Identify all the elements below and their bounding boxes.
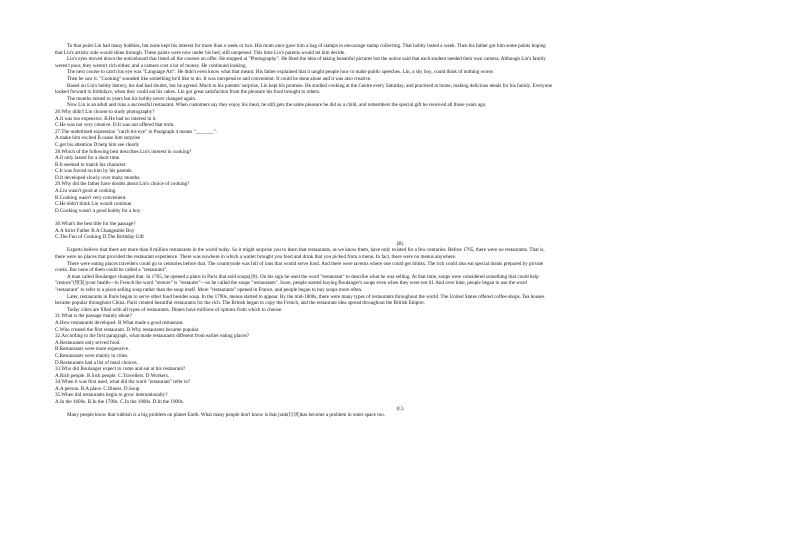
option-line: D.Cooking wasn't a good hobby for a boy. (55, 207, 142, 214)
exam-page (55, 43, 745, 419)
option-line: B.It seemed to match his character. (55, 161, 127, 168)
option-line: C.Who created the first restaurant. D.Why restaurants became popular. (55, 326, 200, 333)
passage-a-questions (55, 109, 745, 241)
question-line: 31.What is the passage mainly about? (55, 313, 132, 320)
passage-b-paragraph: Later, restaurants in Paris began to serve other food besides soup. In the 1790s, menus started to appear. By the mid-1800s, there were many types of restaurants throughout the world. The United States offered coffee shops. Tea houses (67, 293, 545, 300)
option-line: A.Restaurants only served food. (55, 339, 121, 346)
passage-b-paragraph: Experts believe that there are more than 8 million restaurants in the world today. So it might surprise you to learn that restaurants, as we know them, have only existed for a few centuries. Before 1765, there were no restaurants. That is, (67, 247, 545, 254)
passage-a-paragraph: that Lin's artistic side would shine through. These paints were now under his bed, still unopened. This time Lin's parents would let him decide. (55, 49, 346, 56)
option-line: C.He didn't think Lin would continue. (55, 201, 133, 208)
question-line: 35.When did restaurants begin to grow internationally? (55, 392, 168, 399)
passage-a-paragraph: To that point Lin had many hobbies, but none kept his interest for more than a week or two. His mum once gave him a bag of stamps to encourage stamp collecting. That hobby lasted a week. Then his father got him some paints hoping (67, 43, 546, 49)
passage-b-paragraph: there were no places that provided the restaurant experience. There was nowhere in which a waiter brought you food and drink that you picked from a menu. In fact, there were no menus anywhere. (55, 254, 457, 260)
option-line: A.A Strict Father B.A Changeable Boy (55, 227, 135, 234)
option-line: C.He was not very creative. D.It was not offered that term. (55, 122, 175, 129)
passage-b (55, 241, 745, 406)
option-line: C.get his attention D.help him see clearly (55, 141, 140, 148)
passage-c-heading: (C) (396, 405, 404, 412)
passage-b-paragraph: became popular throughout China. Paris created beautiful restaurants for the rich. The British began to copy the French, and the restaurant idea spread throughout the British Empire. (55, 300, 425, 307)
passage-c-paragraph: Many people know that rubbish is a big problem on planet Earth. What many people don't know is that junk(垃圾)has become a problem in outer space too. (67, 412, 385, 419)
passage-b-questions (55, 313, 745, 405)
passage-a-paragraph: Then he saw it. "Cooking" sounded like something he'd like to do. It was inexpensive and convenient. It could be done alone and it was also creative. (67, 75, 372, 82)
option-line: A.It only lasted for a short time. (55, 155, 121, 162)
option-line: C.Restaurants were mainly in cities. (55, 352, 129, 359)
passage-c (55, 406, 745, 419)
passage-a-paragraph: weren't poor, they weren't rich either, and a camera cost a lot of money. He continued looking. (55, 62, 247, 69)
question-line: 28.Which of the following best describes Lin's interest in cooking? (55, 148, 192, 155)
passage-a-paragraph: The next course to catch his eye was "Language Art". He didn't even know what that meant. His father explained that it taught people how to make public speeches. Lin, a shy boy, could think of nothing worse. (67, 69, 494, 76)
passage-b-heading: (B) (396, 240, 404, 247)
option-line: A.Lin wasn't good at cooking. (55, 188, 117, 195)
passage-b-paragraph: Today cities are filled with all types of restaurants. Diners have millions of options from which to choose. (67, 306, 283, 313)
option-line: C.It was forced on him by his parents. (55, 168, 133, 175)
blank-line (55, 214, 745, 221)
option-line: A.A person. B.A place. C.Illness. D.Soup. (55, 385, 141, 392)
passage-b-paragraph: "restaurant" to refer to a place selling soup rather than the soup itself. More "restaurants" opened in France, and people began to buy soups more often. (55, 286, 363, 293)
option-line: A.How restaurants developed. B.What made a good restaurant. (55, 319, 184, 326)
passage-a-paragraph: The months turned to years but his hobby never changed again. (67, 95, 197, 102)
option-line: A.make him excited B.cause him surprise (55, 135, 141, 142)
option-line: A.Rich people. B.Sick people. C.Travellers. D.Workers. (55, 372, 170, 379)
option-line: B.Restaurants were more expensive. (55, 346, 130, 353)
passage-a-paragraph: Based on Lin's hobby history, his dad had doubts, but he agreed. Much to his parents' surprise, Lin kept his promise. He studied cooking at the Centre every Saturday, and practised at home, making delicious meals for his family. Everyone (67, 82, 553, 89)
question-line: 34.When it was first used, what did the word "restaurant" refer to? (55, 379, 191, 386)
question-line: 33.Who did Boulanger expect to come and eat at his restaurant? (55, 366, 186, 373)
passage-a-paragraph: looked forward to birthdays, when they could eat his cakes. Lin got great satisfaction from the pleasure his food brought to others. (55, 89, 321, 96)
question-line: 26.Why didn't Lin choose to study photography? (55, 108, 155, 115)
passage-a-paragraph: Now Lin is an adult and runs a successful restaurant. When customers say they enjoy his meal, he still gets the same pleasure he did as a child, and remembers the special gift he received all those years ago. (67, 102, 487, 109)
passage-a (55, 43, 745, 241)
passage-b-paragraph: A man called Boulanger changed that. In 1765, he opened a place in Paris that sold soups(汤). On his sign he used the word "restaurant" to describe what he was selling. At that time, soups were considered something that could help (67, 273, 539, 280)
option-line: D.It developed slowly over many months. (55, 174, 141, 181)
passage-b-paragraph: There were eating places travellers could go to centuries before that. The countryside was full of inns that would serve food. And there were taverns where one could get drinks. The rich could also eat special meals prepared by private (67, 260, 544, 267)
passage-b-paragraph: "restore"(恢复)your health—in French the word "restore" is "restaurer"—so he called the soups "restaurants". Soon, people started buying Boulanger's soups even when they were not ill. And over time, people began to use the word (55, 280, 527, 287)
question-line: 29.Why did the father have doubts about Lin's choice of cooking? (55, 181, 190, 188)
passage-b-paragraph: cooks. But none of them could be called a "restaurant". (55, 267, 168, 274)
question-line: 27.The underlined expression "catch his eye" in Paragraph 4 means "_______". (55, 128, 217, 135)
question-line: 30.What's the best title for the passage? (55, 221, 136, 228)
option-line: D.Restaurants had a list of meal choices. (55, 359, 138, 366)
question-line: 32.According to the first paragraph, what made restaurants different from earlier eating places? (55, 333, 249, 340)
passage-a-paragraph: Lin's eyes moved down the noticeboard that listed all the courses on offer. He stopped at "Photography". He liked the idea of taking beautiful pictures but the notice said that each student needed their own camera. Although Lin's family (67, 56, 546, 63)
option-line: A.In the 1600s. B.In the 1700s. C.In the 1800s. D.In the 1900s. (55, 399, 184, 406)
option-line: C.The Fun of Cooking D.The Birthday Gift (55, 234, 144, 241)
option-line: B.Cooking wasn't very convenient. (55, 194, 127, 201)
option-line: A.It was too expensive. B.He had no interest in it. (55, 115, 157, 122)
